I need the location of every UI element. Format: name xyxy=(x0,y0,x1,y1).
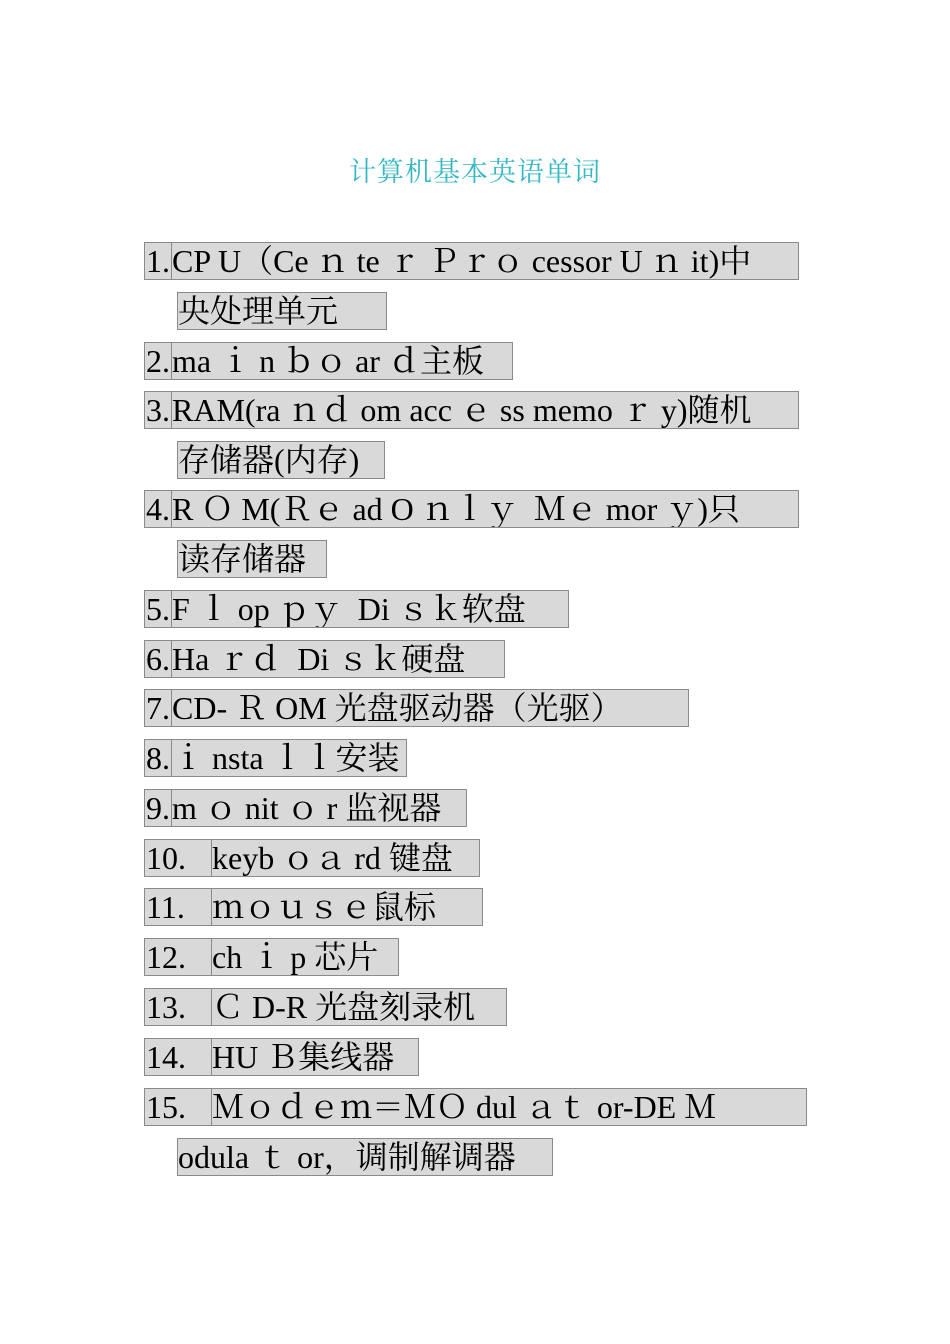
item-text: ｍｏｕｓｅ鼠标 xyxy=(212,888,483,926)
item-number: 2. xyxy=(146,343,170,379)
item-text: F ｌ op ｐｙ Di ｓｋ软盘 xyxy=(172,590,569,628)
item-text: Ｍｏｄｅｍ＝ＭＯ dul ａｔ or-DE Ｍ xyxy=(212,1088,807,1126)
item-number: 5. xyxy=(146,591,170,627)
item-number: 14. xyxy=(144,1038,212,1076)
item-number: 3. xyxy=(146,392,170,428)
item-number: 10. xyxy=(144,839,212,877)
list-item xyxy=(144,342,513,380)
item-text-continued: odula ｔ or，调制解调器 xyxy=(177,1138,553,1176)
item-number: 11. xyxy=(144,888,212,926)
page-title: 计算机基本英语单词 xyxy=(349,157,601,188)
item-number: 1. xyxy=(146,243,170,279)
item-text: CD- Ｒ OM 光盘驱动器（光驱） xyxy=(172,689,689,727)
item-text: CP U（Ce ｎ te ｒ Ｐｒｏ cessor U ｎ it)中 xyxy=(172,242,799,280)
item-number: 9. xyxy=(146,790,170,826)
list-item xyxy=(144,640,505,678)
list-item xyxy=(144,988,507,1026)
list-item xyxy=(144,590,569,628)
item-text: keyb ｏａ rd 键盘 xyxy=(212,839,480,877)
list-item xyxy=(144,888,483,926)
list-item xyxy=(144,689,689,727)
item-number: 7. xyxy=(146,690,170,726)
item-number: 8. xyxy=(146,740,170,776)
list-item xyxy=(144,839,480,877)
item-text: ma ｉ n ｂｏ ar ｄ主板 xyxy=(172,342,513,380)
item-text: R Ｏ M(Ｒｅ ad O ｎｌｙ Ｍｅ mor ｙ)只 xyxy=(172,490,799,528)
item-text: m ｏ nit ｏ r 监视器 xyxy=(172,789,467,827)
item-number: 15. xyxy=(144,1088,212,1126)
item-text-continued: 存储器(内存) xyxy=(177,441,385,479)
list-item xyxy=(144,1038,419,1076)
item-text-continued: 央处理单元 xyxy=(177,292,387,330)
item-text-continued: 读存储器 xyxy=(177,540,327,578)
list-item xyxy=(144,490,799,578)
list-item xyxy=(144,789,467,827)
list-item xyxy=(144,739,407,777)
list-item xyxy=(144,242,799,330)
list-item xyxy=(144,1088,807,1176)
item-number: 4. xyxy=(146,491,170,527)
item-text: ｉ nsta ｌｌ安装 xyxy=(172,739,407,777)
item-text: Ｃ D-R 光盘刻录机 xyxy=(212,988,507,1026)
item-number: 6. xyxy=(146,641,170,677)
item-text: HU Ｂ集线器 xyxy=(212,1038,419,1076)
list-item xyxy=(144,391,799,479)
item-number: 13. xyxy=(144,988,212,1026)
item-text: Ha ｒｄ Di ｓｋ硬盘 xyxy=(172,640,505,678)
item-number: 12. xyxy=(144,938,212,976)
item-text: RAM(ra ｎｄ om acc ｅ ss memo ｒ y)随机 xyxy=(172,391,799,429)
item-text: ch ｉ p 芯片 xyxy=(212,938,399,976)
list-item xyxy=(144,938,399,976)
